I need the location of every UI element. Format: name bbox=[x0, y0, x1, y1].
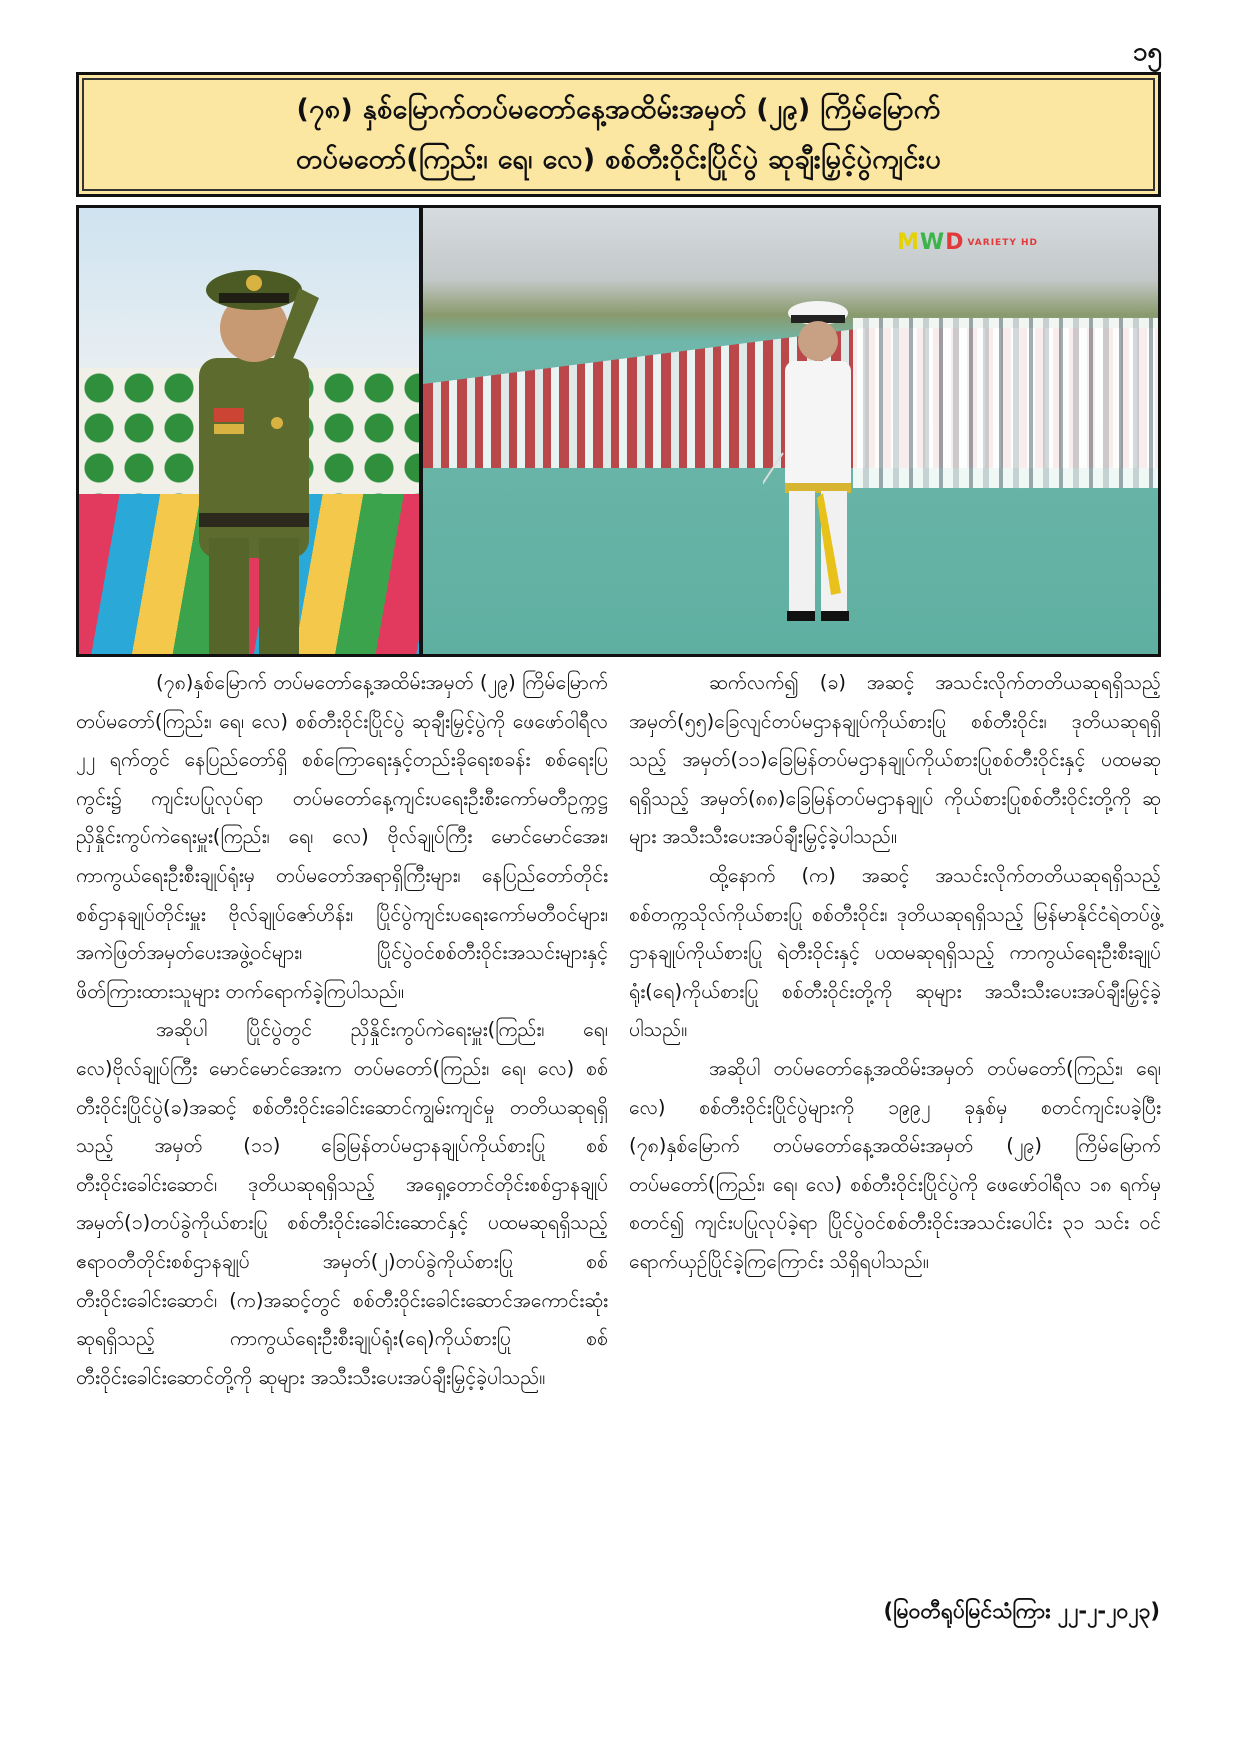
article-left-column bbox=[76, 664, 608, 1624]
article-columns bbox=[76, 664, 1161, 1624]
article-paragraph: (၇၈)နှစ်မြောက် တပ်မတော်နေ့အထိမ်းအမှတ် (၂၉) ကြိမ်မြောက် တပ်မတော်(ကြည်း၊ ရေ၊ လေ) စစ်တီးဝိုင်းပြိုင်ပွဲ ဆုချီးမြှင့်ပွဲကို ဖေဖော်ဝါရီလ ၂၂ ရက်တွင် နေပြည်တော်ရှိ စစ်ကြောရေးနှင့်တည်းခိုရေးစခန်း စစ်ရေးပြကွင်း၌ ကျင်းပပြုလုပ်ရာ တပ်မတော်နေ့ကျင်းပရေးဦးစီးကော်မတီဥက္ကဋ္ဌ ညှိနှိုင်းကွပ်ကဲရေးမှူး(ကြည်း၊ ရေ၊ လေ) ဗိုလ်ချုပ်ကြီး မောင်မောင်အေး၊ ကာကွယ်ရေးဦးစီးချုပ်ရုံးမှ တပ်မတော်အရာရှိကြီးများ၊ နေပြည်တော်တိုင်းစစ်ဌာနချုပ်တိုင်းမှူး ဗိုလ်ချုပ်ဇော်ဟိန်း၊ ပြိုင်ပွဲကျင်းပရေးကော်မတီဝင်များ၊ အကဲဖြတ်အမှတ်ပေးအဖွဲ့ဝင်များ၊ ပြိုင်ပွဲဝင်စစ်တီးဝိုင်းအသင်းများနှင့် ဖိတ်ကြားထားသူများ တက်ရောက်ခဲ့ကြပါသည်။ bbox=[76, 671, 608, 1003]
headline-box bbox=[76, 72, 1161, 197]
band-leader-figure bbox=[763, 293, 873, 623]
article-paragraph: အဆိုပါ တပ်မတော်နေ့အထိမ်းအမှတ် တပ်မတော်(ကြည်း၊ ရေ၊ လေ) စစ်တီးဝိုင်းပြိုင်ပွဲများကို ၁၉၉၂ ခုနှစ်မှ စတင်ကျင်းပခဲ့ပြီး (၇၈)နှစ်မြောက် တပ်မတော်နေ့အထိမ်းအမှတ် (၂၉) ကြိမ်မြောက် တပ်မတော်(ကြည်း၊ ရေ၊ လေ) စစ်တီးဝိုင်းပြိုင်ပွဲကို ဖေဖော်ဝါရီလ ၁၈ ရက်မှစတင်၍ ကျင်းပပြုလုပ်ခဲ့ရာ ပြိုင်ပွဲဝင်စစ်တီးဝိုင်းအသင်းပေါင်း ၃၁ သင်း ဝင်ရောက်ယှဉ်ပြိုင်ခဲ့ကြကြောင်း သိရှိရပါသည်။ bbox=[629, 1056, 1161, 1273]
article-paragraph: အဆိုပါ ပြိုင်ပွဲတွင် ညှိနှိုင်းကွပ်ကဲရေးမှူး(ကြည်း၊ ရေ၊ လေ)ဗိုလ်ချုပ်ကြီး မောင်မောင်အေးက တပ်မတော်(ကြည်း၊ ရေ၊ လေ) စစ်တီးဝိုင်းပြိုင်ပွဲ(ခ)အဆင့် စစ်တီးဝိုင်းခေါင်းဆောင်ကျွမ်းကျင်မှု တတိယဆုရရှိသည့် အမှတ် (၁၁) ခြေမြန်တပ်မဌာနချုပ်ကိုယ်စားပြု စစ်တီးဝိုင်းခေါင်းဆောင်၊ ဒုတိယဆုရရှိသည့် အရှေ့တောင်တိုင်းစစ်ဌာနချုပ် အမှတ်(၁)တပ်ခွဲကိုယ်စားပြု စစ်တီးဝိုင်းခေါင်းဆောင်နှင့် ပထမဆုရရှိသည့် ဧရာဝတီတိုင်းစစ်ဌာနချုပ် အမှတ်(၂)တပ်ခွဲကိုယ်စားပြု စစ်တီးဝိုင်းခေါင်းဆောင်၊ (က)အဆင့်တွင် စစ်တီးဝိုင်းခေါင်းဆောင်အကောင်းဆုံးဆုရရှိသည့် ကာကွယ်ရေးဦးစီးချုပ်ရုံး(ရေ)ကိုယ်စားပြု စစ်တီးဝိုင်းခေါင်းဆောင်တို့ကို ဆုများ အသီးသီးပေးအပ်ချီးမြှင့်ခဲ့ပါသည်။ bbox=[76, 1018, 608, 1389]
source-byline: (မြဝတီရုပ်မြင်သံကြား ၂၂-၂-၂၀၂၃) bbox=[883, 1599, 1160, 1623]
tv-channel-logo: MWD VARIETY HD bbox=[897, 230, 1038, 255]
saluting-officer-figure bbox=[169, 238, 339, 654]
headline-line-2: တပ်မတော်(ကြည်း၊ ရေ၊ လေ) စစ်တီးဝိုင်းပြိုင်ပွဲ ဆုချီးမြှင့်ပွဲကျင်းပ bbox=[295, 143, 942, 175]
photo-frame bbox=[76, 205, 1161, 657]
article-paragraph: ဆက်လက်၍ (ခ) အဆင့် အသင်းလိုက်တတိယဆုရရှိသည့် အမှတ်(၅၅)ခြေလျင်တပ်မဌာနချုပ်ကိုယ်စားပြု စစ်တီးဝိုင်း၊ ဒုတိယဆုရရှိသည့် အမှတ်(၁၁)ခြေမြန်တပ်မဌာနချုပ်ကိုယ်စားပြုစစ်တီးဝိုင်းနှင့် ပထမဆုရရှိသည့် အမှတ်(၈၈)ခြေမြန်တပ်မဌာနချုပ် ကိုယ်စားပြုစစ်တီးဝိုင်းတို့ကို ဆုများ အသီးသီးပေးအပ်ချီးမြှင့်ခဲ့ပါသည်။ bbox=[629, 671, 1161, 849]
page-number: ၁၅ bbox=[1132, 37, 1162, 67]
article-right-column bbox=[629, 664, 1161, 1624]
article-paragraph: ထို့နောက် (က) အဆင့် အသင်းလိုက်တတိယဆုရရှိသည့် စစ်တက္ကသိုလ်ကိုယ်စားပြု စစ်တီးဝိုင်း၊ ဒုတိယဆုရရှိသည့် မြန်မာနိုင်ငံရဲတပ်ဖွဲ့ဌာနချုပ်ကိုယ်စားပြု ရဲတီးဝိုင်းနှင့် ပထမဆုရရှိသည့် ကာကွယ်ရေးဦးစီးချုပ်ရုံး(ရေ)ကိုယ်စားပြု စစ်တီးဝိုင်းတို့ကို ဆုများ အသီးသီးပေးအပ်ချီးမြှင့်ခဲ့ပါသည်။ bbox=[629, 863, 1161, 1042]
military-band-parade-photo bbox=[423, 208, 1158, 654]
headline-line-1: (၇၈) နှစ်မြောက်တပ်မတော်နေ့အထိမ်းအမှတ် (၂၉) ကြိမ်မြောက် bbox=[296, 93, 941, 125]
officer-saluting-photo bbox=[79, 208, 419, 654]
